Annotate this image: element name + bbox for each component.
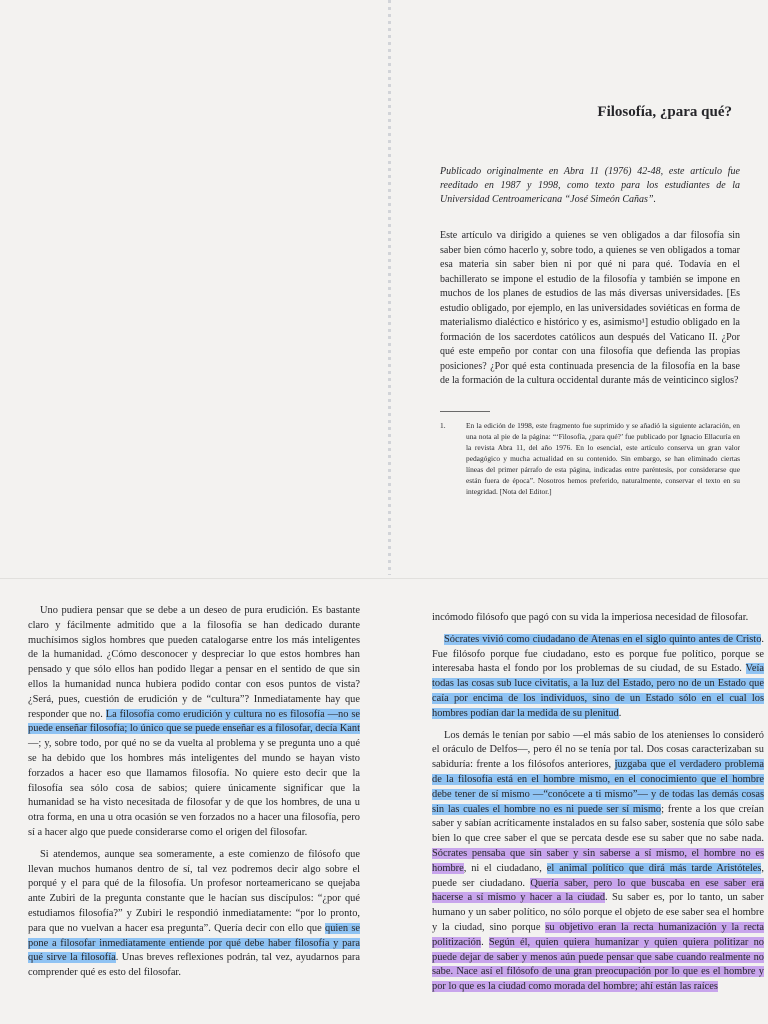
text-run: . xyxy=(481,936,489,948)
intro-paragraph: Este artículo va dirigido a quienes se ven obligados a dar filosofía sin saber bien cómo hacerlo y, sobre todo, a quienes se ven obligados a tomar esa materia sin saber bien ni por qué ni para qué. Todavía en el bachillerato se impone el estudio de la filosofía y también se impone en muchos de los planes de estudios de las más diversas universidades. [Es estudio obligado, por ejemplo, en las universidades soviéticas en forma de materialismo dialéctico e histórico y es, asimismo¹] estudio obligado en la formación de los sacerdotes católicos aun después del Vaticano II. ¿Por qué este empeño por contar con una filosofía que defienda las propias posiciones? ¿Por qué esta continuada presencia de la filosofía en la base de la formación de la cultura occidental durante más de veinticinco siglos? xyxy=(440,230,740,386)
text-run: Si atendemos, aunque sea someramente, a este comienzo de filósofo que llevan muchos humanos dentro de sí, tal vez podremos decir algo sobre el porqué y el para qué de la filosofía. Un profesor norteamericano se quejaba ante Zubiri de la pregunta constante que le hacían sus discípulos: “¿por qué estudiamos filosofía?” y Zubiri le respondió inmediatamente: “por lo pronto, para que no vuelvan a hacer esa pregunta”. Quería decir con ello que xyxy=(28,848,360,934)
text-run: Uno pudiera pensar que se debe a un deseo de pura erudición. Es bastante claro y fácilmente admitido que a la filosofía se han dedicado durante muchísimos siglos hombres que pueden catalogarse entre los más inteligentes de la humanidad. ¿Cómo desconocer y despreciar lo que estos hombres han pensado y que sólo ellos han podido llegar a pensar en el sentido de que sin ellos la humanidad nunca hubiera podido contar con esos puntos de vista? ¿Será, pues, cuestión de erudición y de “cultura”? Inmediatamente hay que responder que no. xyxy=(28,605,360,720)
highlight-purple: su objetivo eran la recta humanización y la recta politización xyxy=(432,921,764,948)
text-run: ; frente a los que creían saber y sabían acríticamente instalados en su falso saber, sostenía que sólo sabe bien lo que cree saber el que se percata desde ese su saber que no sabe nada. xyxy=(432,803,764,845)
page-title: Filosofía, ¿para qué? xyxy=(597,104,732,120)
page-fold-vertical xyxy=(388,0,391,575)
paragraph xyxy=(432,633,764,722)
text-run: , puede ser ciudadano. xyxy=(432,862,764,889)
text-run: . Fue filósofo porque fue ciudadano, esto es porque fue político, porque se interesaba hasta el fondo por los problemas de su ciudad, de su Estado. xyxy=(432,633,764,675)
text-run: , ni el ciudadano, xyxy=(463,862,547,874)
highlight-blue: quien se pone a filosofar inmediatamente entiende por qué debe haber filosofía y para qué sirve la filosofía xyxy=(28,922,360,964)
paragraph: incómodo filósofo que pagó con su vida la imperiosa necesidad de filosofar. xyxy=(432,612,749,623)
text-run: . Unas breves reflexiones podrán, tal vez, ayudarnos para comprender qué es esto del filosofar. xyxy=(28,952,361,979)
text-run: . Su saber es, por lo tanto, un saber humano y un saber político, no sólo porque el objeto de ese saber sea el hombre y la ciudad, sino porque xyxy=(432,892,764,933)
highlight-purple: Sócrates pensaba que sin saber y sin saberse a sí mismo, el hombre no es hombre xyxy=(432,847,764,874)
right-column xyxy=(432,611,764,1002)
paragraph xyxy=(28,604,360,841)
page-fold-horizontal xyxy=(0,578,768,579)
paragraph xyxy=(28,848,360,981)
highlight-blue: Sócrates vivió como ciudadano de Atenas en el siglo quinto antes de Cristo xyxy=(444,633,762,645)
top-right-page xyxy=(440,104,740,497)
highlight-blue: el animal político que dirá más tarde Aristóteles xyxy=(546,862,762,874)
text-run: . xyxy=(618,707,622,719)
highlight-blue: Veía todas las cosas sub luce civitatis, a la luz del Estado, pero no de un Estado que caía por encima de los individuos, sino de un Estado sólo en el cual los hombres podían dar la medida de su plenitud xyxy=(432,663,764,719)
publication-note: Publicado originalmente en Abra 11 (1976) 42-48, este artículo fue reeditado en 1987 y 1998, como texto para los estudiantes de la Universidad Centroamericana “José Simeón Cañas”. xyxy=(440,166,740,205)
paragraph xyxy=(432,729,764,995)
highlight-purple: Según él, quien quiera humanizar y quien quiera politizar no puede dejar de saber y menos aún puede pensar que sabe cuando realmente no sabe. Nace así el filósofo de una gran preocupación por lo que es el hombre y por lo que es la ciudad como morada del hombre; ahí están las raíces xyxy=(432,936,764,993)
footnote-number: 1. xyxy=(440,420,446,430)
highlight-blue: juzgaba que el verdadero problema de la filosofía está en el hombre mismo, en el conocimiento que el hombre debe tener de sí mismo —“conócete a ti mismo”— y de todas las demás cosas sin las cuales el hombre no es ni puede ser sí mismo xyxy=(432,759,764,815)
footnote-rule xyxy=(440,411,490,412)
footnote xyxy=(440,420,740,497)
text-run: —; y, sobre todo, por qué no se da vuelta al problema y se pregunta uno a qué se ha debido que los hombres más inteligentes del mundo se hayan visto forzados a hacer eso que llamamos filosofía. No quiere esto decir que la filosofía sea sólo cosa de sabios; quiere únicamente significar que la humanidad se ha visto necesitada de filosofar y de que los hombres, de una u otra forma, en una u otra ocasión se ven forzados no a hacer una filosofía, pero sí a hacer algo que puede considerarse como el origen del filosofar. xyxy=(28,738,360,838)
left-column xyxy=(28,604,360,988)
text-run: Los demás le tenían por sabio —el más sabio de los atenienses lo consideró el oráculo de Delfos—, pero él no se tenía por tal. Dos cosas caracterizaban su sabiduría: frente a los filósofos anteriores, xyxy=(432,729,764,771)
footnote-text: En la edición de 1998, este fragmento fue suprimido y se añadió la siguiente aclaración, en una nota al pie de la página: “‘Filosofía, ¿para qué?’ fue publicado por Ignacio Ellacuría en la revista Abra 11, del año 1976. En lo esencial, este artículo conserva un gran valor pedagógico y mucha actualidad en su contenido. Sin embargo, se han eliminado ciertas líneas del primer párrafo de esta página, indicadas entre paréntesis, por considerarse que están fuera de época”. Nosotros hemos preferido, naturalmente, conservar el texto en su integridad. [Nota del Editor.] xyxy=(466,420,740,496)
highlight-blue: La filosofía como erudición y cultura no es filosofía —no se puede enseñar filosofía; lo único que se puede enseñar es a filosofar, decía Kant xyxy=(28,708,360,735)
highlight-purple: Quería saber, pero lo que buscaba en ese saber era hacerse a sí mismo y hacer a la ciudad xyxy=(432,877,765,904)
